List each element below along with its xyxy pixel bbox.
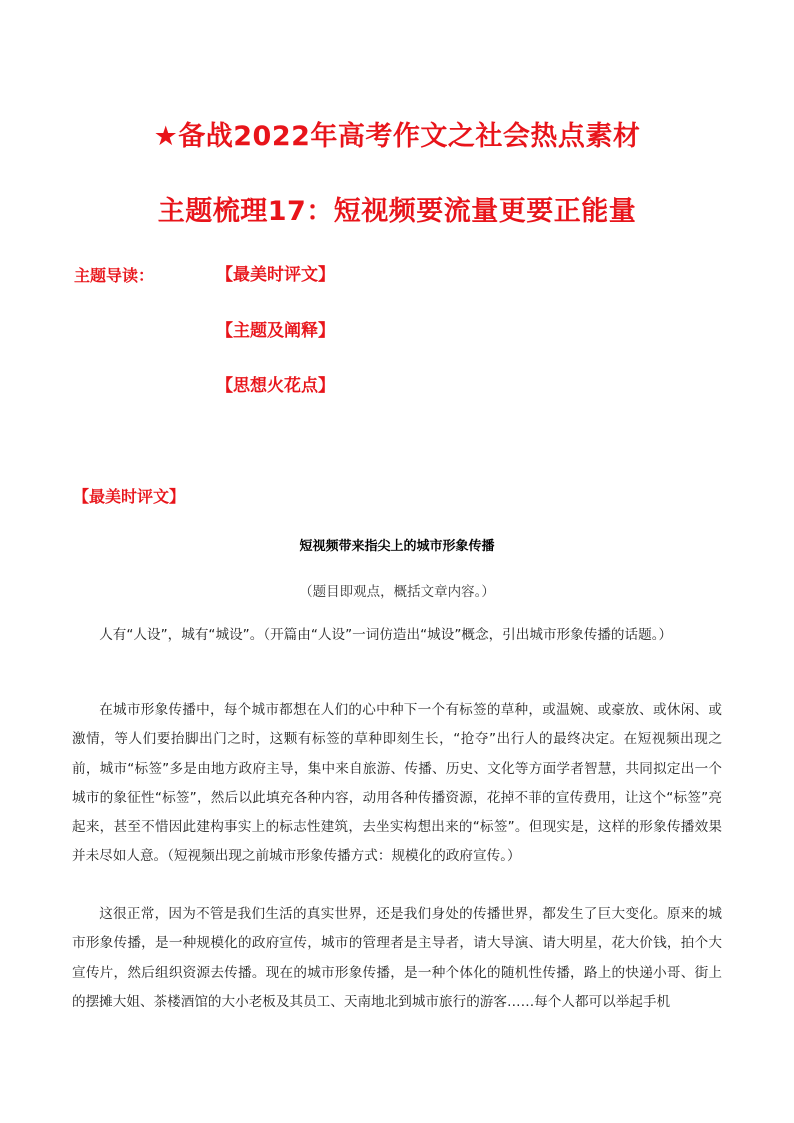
guide-label: 主题导读： [74,266,155,285]
article-title: 短视频带来指尖上的城市形象传播 [299,539,495,554]
article-paragraph: 这很正常，因为不管是我们生活的真实世界，还是我们身处的传播世界，都发生了巨大变化。原来的城市形象传播，是一种规模化的政府宣传，城市的管理者是主导者，请大导演、请大明星，花大价钱，拍个大宣传片，然后组织资源去传播。现在的城市形象传播，是一种个体化的随机性传播，路上的快递小哥、街上的摆摊大姐、茶楼酒馆的大小老板及其员工、天南地北到城市旅行的游客……每个人都可以举起手机 [72,906,722,1010]
section-heading: 【最美时评文】 [73,487,186,506]
document-subtitle: 主题梳理17：短视频要流量更要正能量 [157,196,637,227]
guide-item-review[interactable]: 【最美时评文】 [216,265,335,285]
guide-item-sparks[interactable]: 【思想火花点】 [216,376,335,396]
article-note: （题目即观点，概括文章内容。） [299,584,495,600]
guide-item-theme[interactable]: 【主题及阐释】 [216,321,335,341]
article-paragraph: 人有“人设”，城有“城设”。（开篇由“人设”一词仿造出“城设”概念，引出城市形象传播的话题。） [99,627,673,643]
article-paragraph: 在城市形象传播中，每个城市都想在人们的心中种下一个有标签的草种，或温婉、或豪放、或休闲、或激情，等人们要抬脚出门之时，这颗有标签的草种即刻生长，“抢夺”出行人的最终决定。在短视频出现之前，城市“标签”多是由地方政府主导，集中来自旅游、传播、历史、文化等方面学者智慧，共同拟定出一个城市的象征性“标签”，然后以此填充各种内容，动用各种传播资源，花掉不菲的宣传费用，让这个“标签”亮起来，甚至不惜因此建构事实上的标志性建筑，去坐实构想出来的“标签”。但现实是，这样的形象传播效果并未尽如人意。（短视频出现之前城市形象传播方式：规模化的政府宣传。） [72,702,722,865]
document-title: ★备战2022年高考作文之社会热点素材 [153,121,641,152]
